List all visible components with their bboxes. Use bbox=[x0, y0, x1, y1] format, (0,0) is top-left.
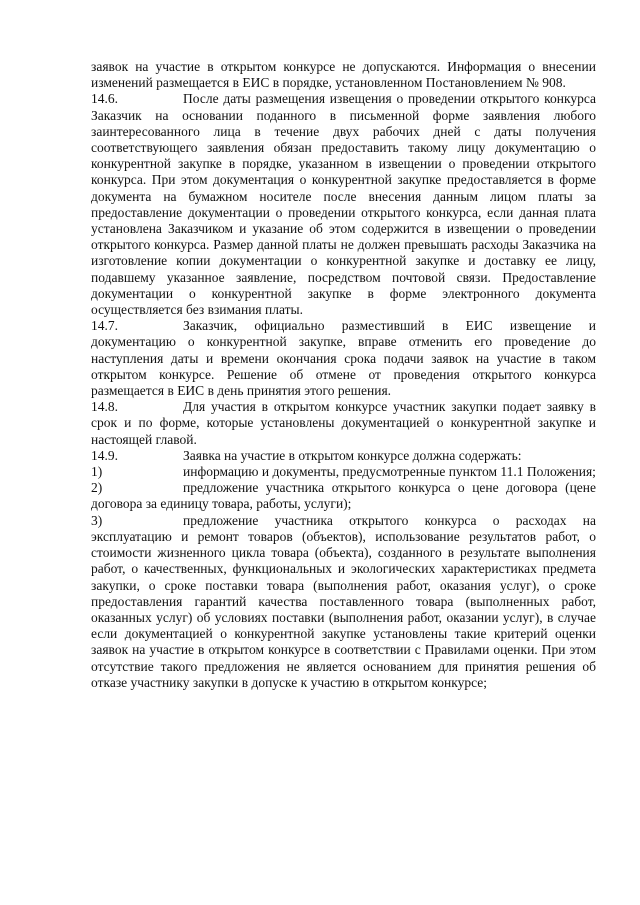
clause-number: 14.8. bbox=[91, 399, 118, 415]
clause-number: 14.9. bbox=[91, 447, 118, 463]
clause-text: Для участия в открытом конкурсе участник закупки подает заявку в срок и по форме, которые установлены документацией о конкурентной закупке и настоящей главой. bbox=[91, 399, 596, 447]
list-item-number: 3) bbox=[91, 512, 103, 528]
clause-14-7 bbox=[91, 318, 596, 399]
clause-14-9 bbox=[91, 448, 596, 464]
list-item-1 bbox=[91, 464, 596, 480]
clause-text: Заявка на участие в открытом конкурсе должна содержать: bbox=[183, 447, 522, 463]
list-item-text: предложение участника открытого конкурса о цене договора (цене договора за единицу товара, работы, услуги); bbox=[91, 480, 596, 512]
list-item-3 bbox=[91, 513, 596, 691]
clause-number: 14.7. bbox=[91, 318, 118, 334]
clause-14-8 bbox=[91, 399, 596, 448]
list-item-number: 2) bbox=[91, 480, 103, 496]
document-body bbox=[91, 59, 596, 691]
paragraph-continuation bbox=[91, 59, 596, 91]
list-item-text: информацию и документы, предусмотренные пунктом 11.1 Положения; bbox=[183, 464, 596, 480]
clause-number: 14.6. bbox=[91, 91, 118, 107]
list-item-number: 1) bbox=[91, 464, 103, 480]
clause-14-6 bbox=[91, 91, 596, 318]
paragraph-text: заявок на участие в открытом конкурсе не допускаются. Информация о внесении изменений размещается в ЕИС в порядке, установленном Постановлением № 908. bbox=[91, 59, 596, 91]
clause-text: Заказчик, официально разместивший в ЕИС извещение и документацию о конкурентной закупке, вправе отменить его проведение до наступления даты и времени окончания срока подачи заявок на участие в таком открытом конкурсе. Решение об отмене от проведения открытого конкурса размещается в ЕИС в день принятия этого решения. bbox=[91, 318, 596, 399]
clause-text: После даты размещения извещения о проведении открытого конкурса Заказчик на основании поданного в письменной форме заявления любого заинтересованного лица в течение двух рабочих дней с даты получения соответствующего заявления обязан предоставить такому лицу документацию о конкурентной закупке в порядке, указанном в извещении о проведении открытого конкурса. При этом документация о конкурентной закупке предоставляется в форме документа на бумажном носителе после внесения данным лицом платы за предоставление документации о проведении открытого конкурса, если данная плата установлена Заказчиком и указание об этом содержится в извещении о проведении открытого конкурса. Размер данной платы не должен превышать расходы Заказчика на изготовление копии документации о конкурентной закупке и доставку ее лицу, подавшему указанное заявление, посредством почтовой связи. Предоставление документации о конкурентной закупке в форме электронного документа осуществляется без взимания платы. bbox=[91, 91, 596, 318]
list-item-2 bbox=[91, 480, 596, 512]
list-item-text: предложение участника открытого конкурса о расходах на эксплуатацию и ремонт товаров (объектов), использование результатов работ, о стоимости жизненного цикла товара (объекта), созданного в результате выполнения работ, о качественных, функциональных и экологических характеристиках предмета закупки, о сроке поставки товара (выполнения работ, оказания услуг), о сроке предоставления гарантий качества поставленного товара (выполненных работ, оказанных услуг) об условиях поставки (выполнения работ, оказании услуг), в случае если документацией о конкурентной закупке установлены такие критерий оценки заявок на участие в открытом конкурсе в соответствии с Правилами оценки. При этом отсутствие такого предложения не является основанием для принятия решения об отказе участнику закупки в допуске к участию в открытом конкурсе; bbox=[91, 512, 596, 690]
